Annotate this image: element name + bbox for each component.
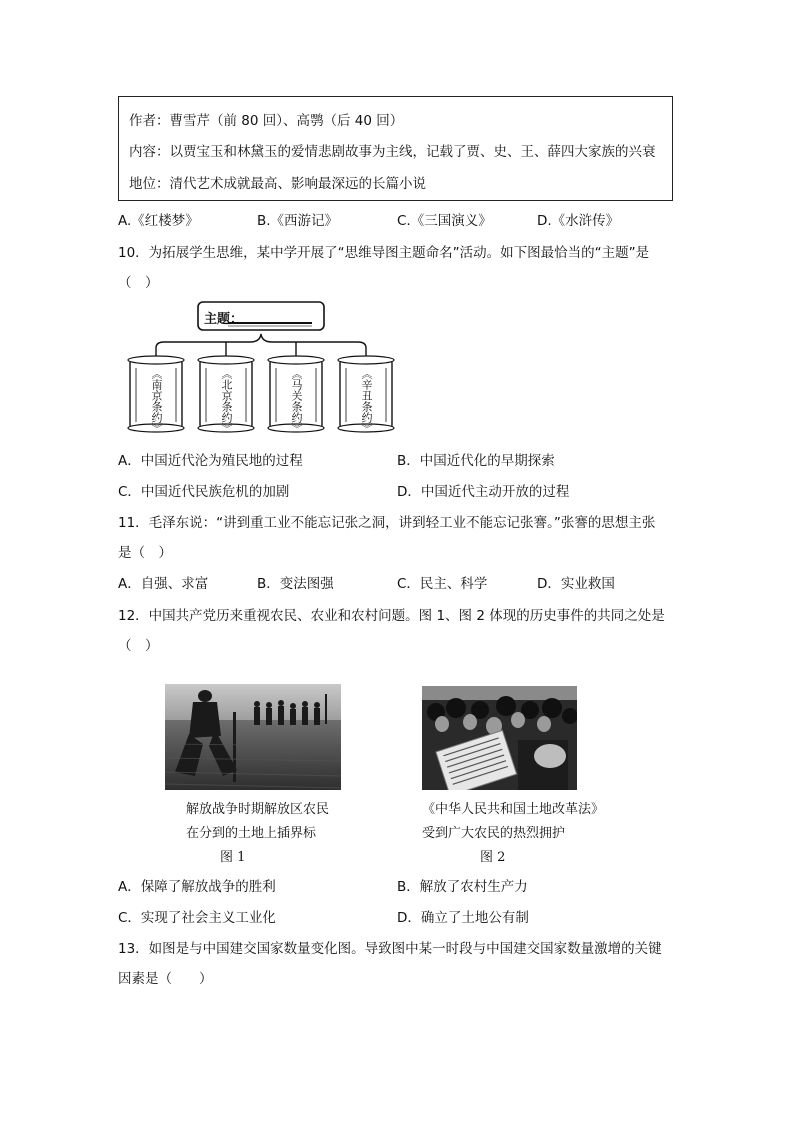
q11-stem: 11．毛泽东说：“讲到重工业不能忘记张之洞，讲到轻工业不能忘记张謇。”张謇的思想主张 xyxy=(118,515,656,531)
mindmap-brace xyxy=(156,334,366,358)
q10-mindmap-diagram xyxy=(120,296,400,436)
fig1-photo xyxy=(165,684,341,790)
q13-stem-cont: 因素是（ ） xyxy=(118,971,213,987)
q9-option-a[interactable]: A.《红楼梦》 xyxy=(118,213,199,229)
scroll-2-text: 《北京条约》 xyxy=(220,368,233,434)
fig2-caption-line1: 《中华人民共和国土地改革法》 xyxy=(422,802,605,817)
scroll-4-text: 《辛丑条约》 xyxy=(360,368,373,434)
q9-info-content: 内容：以贾宝玉和林黛玉的爱情悲剧故事为主线，记载了贾、史、王、薛四大家族的兴衰 xyxy=(129,144,656,160)
fig2-caption-line2: 受到广大农民的热烈拥护 xyxy=(422,826,566,841)
fig2-photo xyxy=(422,686,577,790)
q11-option-b[interactable]: B．变法图强 xyxy=(257,576,334,592)
q10-stem-paren: （ ） xyxy=(118,275,159,291)
q9-info-status: 地位：清代艺术成就最高、影响最深远的长篇小说 xyxy=(129,176,426,192)
q10-option-c[interactable]: C．中国近代民族危机的加剧 xyxy=(118,484,290,500)
q9-option-b[interactable]: B.《西游记》 xyxy=(257,213,339,229)
q12-stem: 12．中国共产党历来重视农民、农业和农村问题。图 1、图 2 体现的历史事件的共同之处是 xyxy=(118,608,665,624)
q12-option-c[interactable]: C．实现了社会主义工业化 xyxy=(118,910,276,926)
q12-option-d[interactable]: D．确立了土地公有制 xyxy=(397,910,529,926)
q10-option-d[interactable]: D．中国近代主动开放的过程 xyxy=(397,484,570,500)
q12-stem-paren: （ ） xyxy=(118,638,159,654)
q9-option-c[interactable]: C.《三国演义》 xyxy=(397,213,492,229)
q12-option-b[interactable]: B．解放了农村生产力 xyxy=(397,879,528,895)
fig1-caption-line1: 解放战争时期解放区农民 xyxy=(186,802,330,817)
q10-stem: 10．为拓展学生思维，某中学开展了“思维导图主题命名”活动。如下图最恰当的“主题”是 xyxy=(118,245,650,261)
fig1-caption-line2: 在分到的土地上插界标 xyxy=(186,826,317,841)
scroll-3-text: 《马关条约》 xyxy=(290,368,303,434)
q9-info-box xyxy=(118,96,673,201)
q10-option-a[interactable]: A．中国近代沦为殖民地的过程 xyxy=(118,453,303,469)
q13-stem: 13．如图是与中国建交国家数量变化图。导致图中某一时段与中国建交国家数量激增的关键 xyxy=(118,941,662,957)
q11-option-a[interactable]: A．自强、求富 xyxy=(118,576,209,592)
q10-option-b[interactable]: B．中国近代化的早期探索 xyxy=(397,453,555,469)
q12-option-a[interactable]: A．保障了解放战争的胜利 xyxy=(118,879,276,895)
q11-stem-cont: 是（ ） xyxy=(118,545,172,561)
q9-info-author: 作者：曹雪芹（前 80 回）、高鹗（后 40 回） xyxy=(129,113,404,129)
scroll-1-text: 《南京条约》 xyxy=(150,368,163,434)
q11-option-c[interactable]: C．民主、科学 xyxy=(397,576,488,592)
mindmap-title-label: 主题： xyxy=(204,312,244,327)
q11-option-d[interactable]: D．实业救国 xyxy=(537,576,615,592)
fig1-label: 图 1 xyxy=(220,850,246,865)
q9-option-d[interactable]: D.《水浒传》 xyxy=(537,213,620,229)
fig2-label: 图 2 xyxy=(480,850,506,865)
